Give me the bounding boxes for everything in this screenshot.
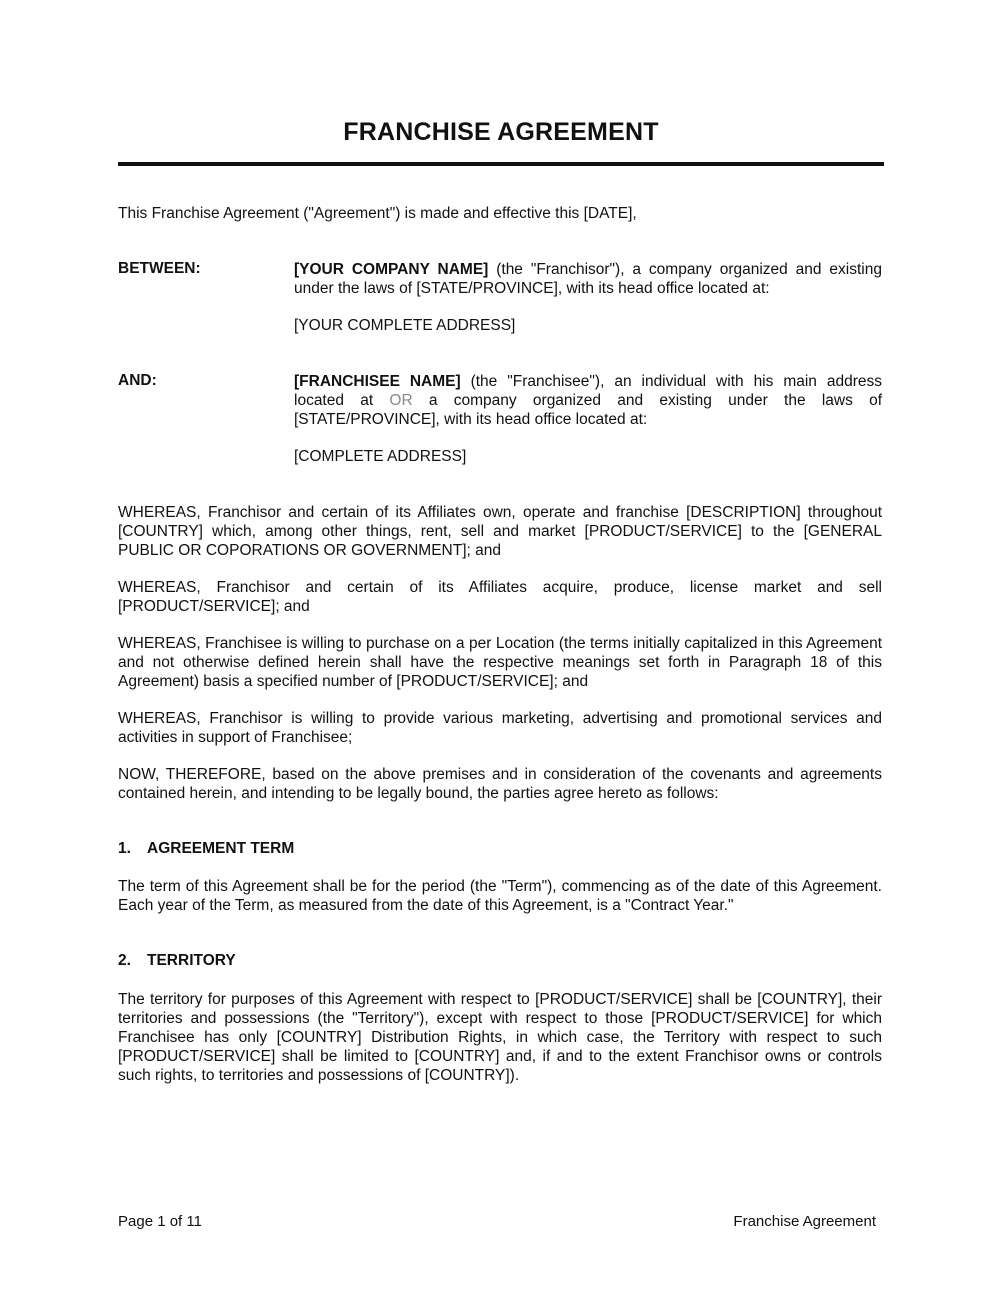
footer-document-name: Franchise Agreement xyxy=(733,1213,876,1230)
title-rule xyxy=(118,162,884,166)
document-title: FRANCHISE AGREEMENT xyxy=(343,118,659,146)
section-heading xyxy=(118,840,294,858)
between-label: BETWEEN: xyxy=(118,260,201,277)
franchisee-address: [COMPLETE ADDRESS] xyxy=(294,448,467,465)
recital-paragraph: NOW, THEREFORE, based on the above premises and in consideration of the covenants and agreements contained herein, and intending to be legally bound, the parties agree hereto as follows: xyxy=(118,766,882,802)
section-title: AGREEMENT TERM xyxy=(147,840,295,857)
recital-paragraph: WHEREAS, Franchisor and certain of its Affiliates acquire, produce, license market and sell [PRODUCT/SERVICE]; and xyxy=(118,579,882,615)
franchisor-name: [YOUR COMPANY NAME] xyxy=(294,261,489,278)
franchisee-text-a: (the "Franchisee"), an individual with his main address located at xyxy=(294,373,882,409)
section-body: The term of this Agreement shall be for the period (the "Term"), commencing as of the date of this Agreement. Each year of the Term, as measured from the date of this Agreement, is a "Contract Year." xyxy=(118,878,882,914)
franchisor-paragraph xyxy=(294,260,882,298)
section-body: The territory for purposes of this Agreement with respect to [PRODUCT/SERVICE] shall be [COUNTRY], their territories and possessions (the "Territory"), except with respect to those [PRODUCT/SERVICE] for which Franchisee has only [COUNTRY] Distribution Rights, in which case, the Territory with respect to such [PRODUCT/SERVICE] shall be limited to [COUNTRY] and, if and to the extent Franchisor owns or controls such rights, to territories and possessions of [COUNTRY]). xyxy=(118,991,882,1084)
section-number: 1. xyxy=(118,840,131,857)
franchisor-text: (the "Franchisor"), a company organized and existing under the laws of [STATE/PROVINCE], with its head office located at: xyxy=(294,261,882,297)
franchisee-text-b: a company organized and existing under the laws of [STATE/PROVINCE], with its head office located at: xyxy=(294,392,882,428)
or-placeholder: OR xyxy=(389,392,413,409)
section-heading xyxy=(118,952,236,970)
intro-paragraph: This Franchise Agreement ("Agreement") is made and effective this [DATE], xyxy=(118,205,637,222)
and-label: AND: xyxy=(118,372,157,389)
recital-paragraph: WHEREAS, Franchisee is willing to purchase on a per Location (the terms initially capitalized in this Agreement and not otherwise defined herein shall have the respective meanings set forth in Paragraph 18 of this Agreement) basis a specified number of [PRODUCT/SERVICE]; and xyxy=(118,635,882,690)
page-number: Page 1 of 11 xyxy=(118,1213,202,1230)
franchisor-address: [YOUR COMPLETE ADDRESS] xyxy=(294,317,516,334)
section-number: 2. xyxy=(118,952,131,969)
section-title: TERRITORY xyxy=(147,952,236,969)
franchisee-name: [FRANCHISEE NAME] xyxy=(294,373,461,390)
franchisee-paragraph xyxy=(294,372,882,429)
recital-paragraph: WHEREAS, Franchisor is willing to provide various marketing, advertising and promotional services and activities in support of Franchisee; xyxy=(118,710,882,746)
recital-paragraph: WHEREAS, Franchisor and certain of its Affiliates own, operate and franchise [DESCRIPTION] throughout [COUNTRY] which, among other things, rent, sell and market [PRODUCT/SERVICE] to the [GENERAL PUBLIC OR COPORATIONS OR GOVERNMENT]; and xyxy=(118,504,882,559)
